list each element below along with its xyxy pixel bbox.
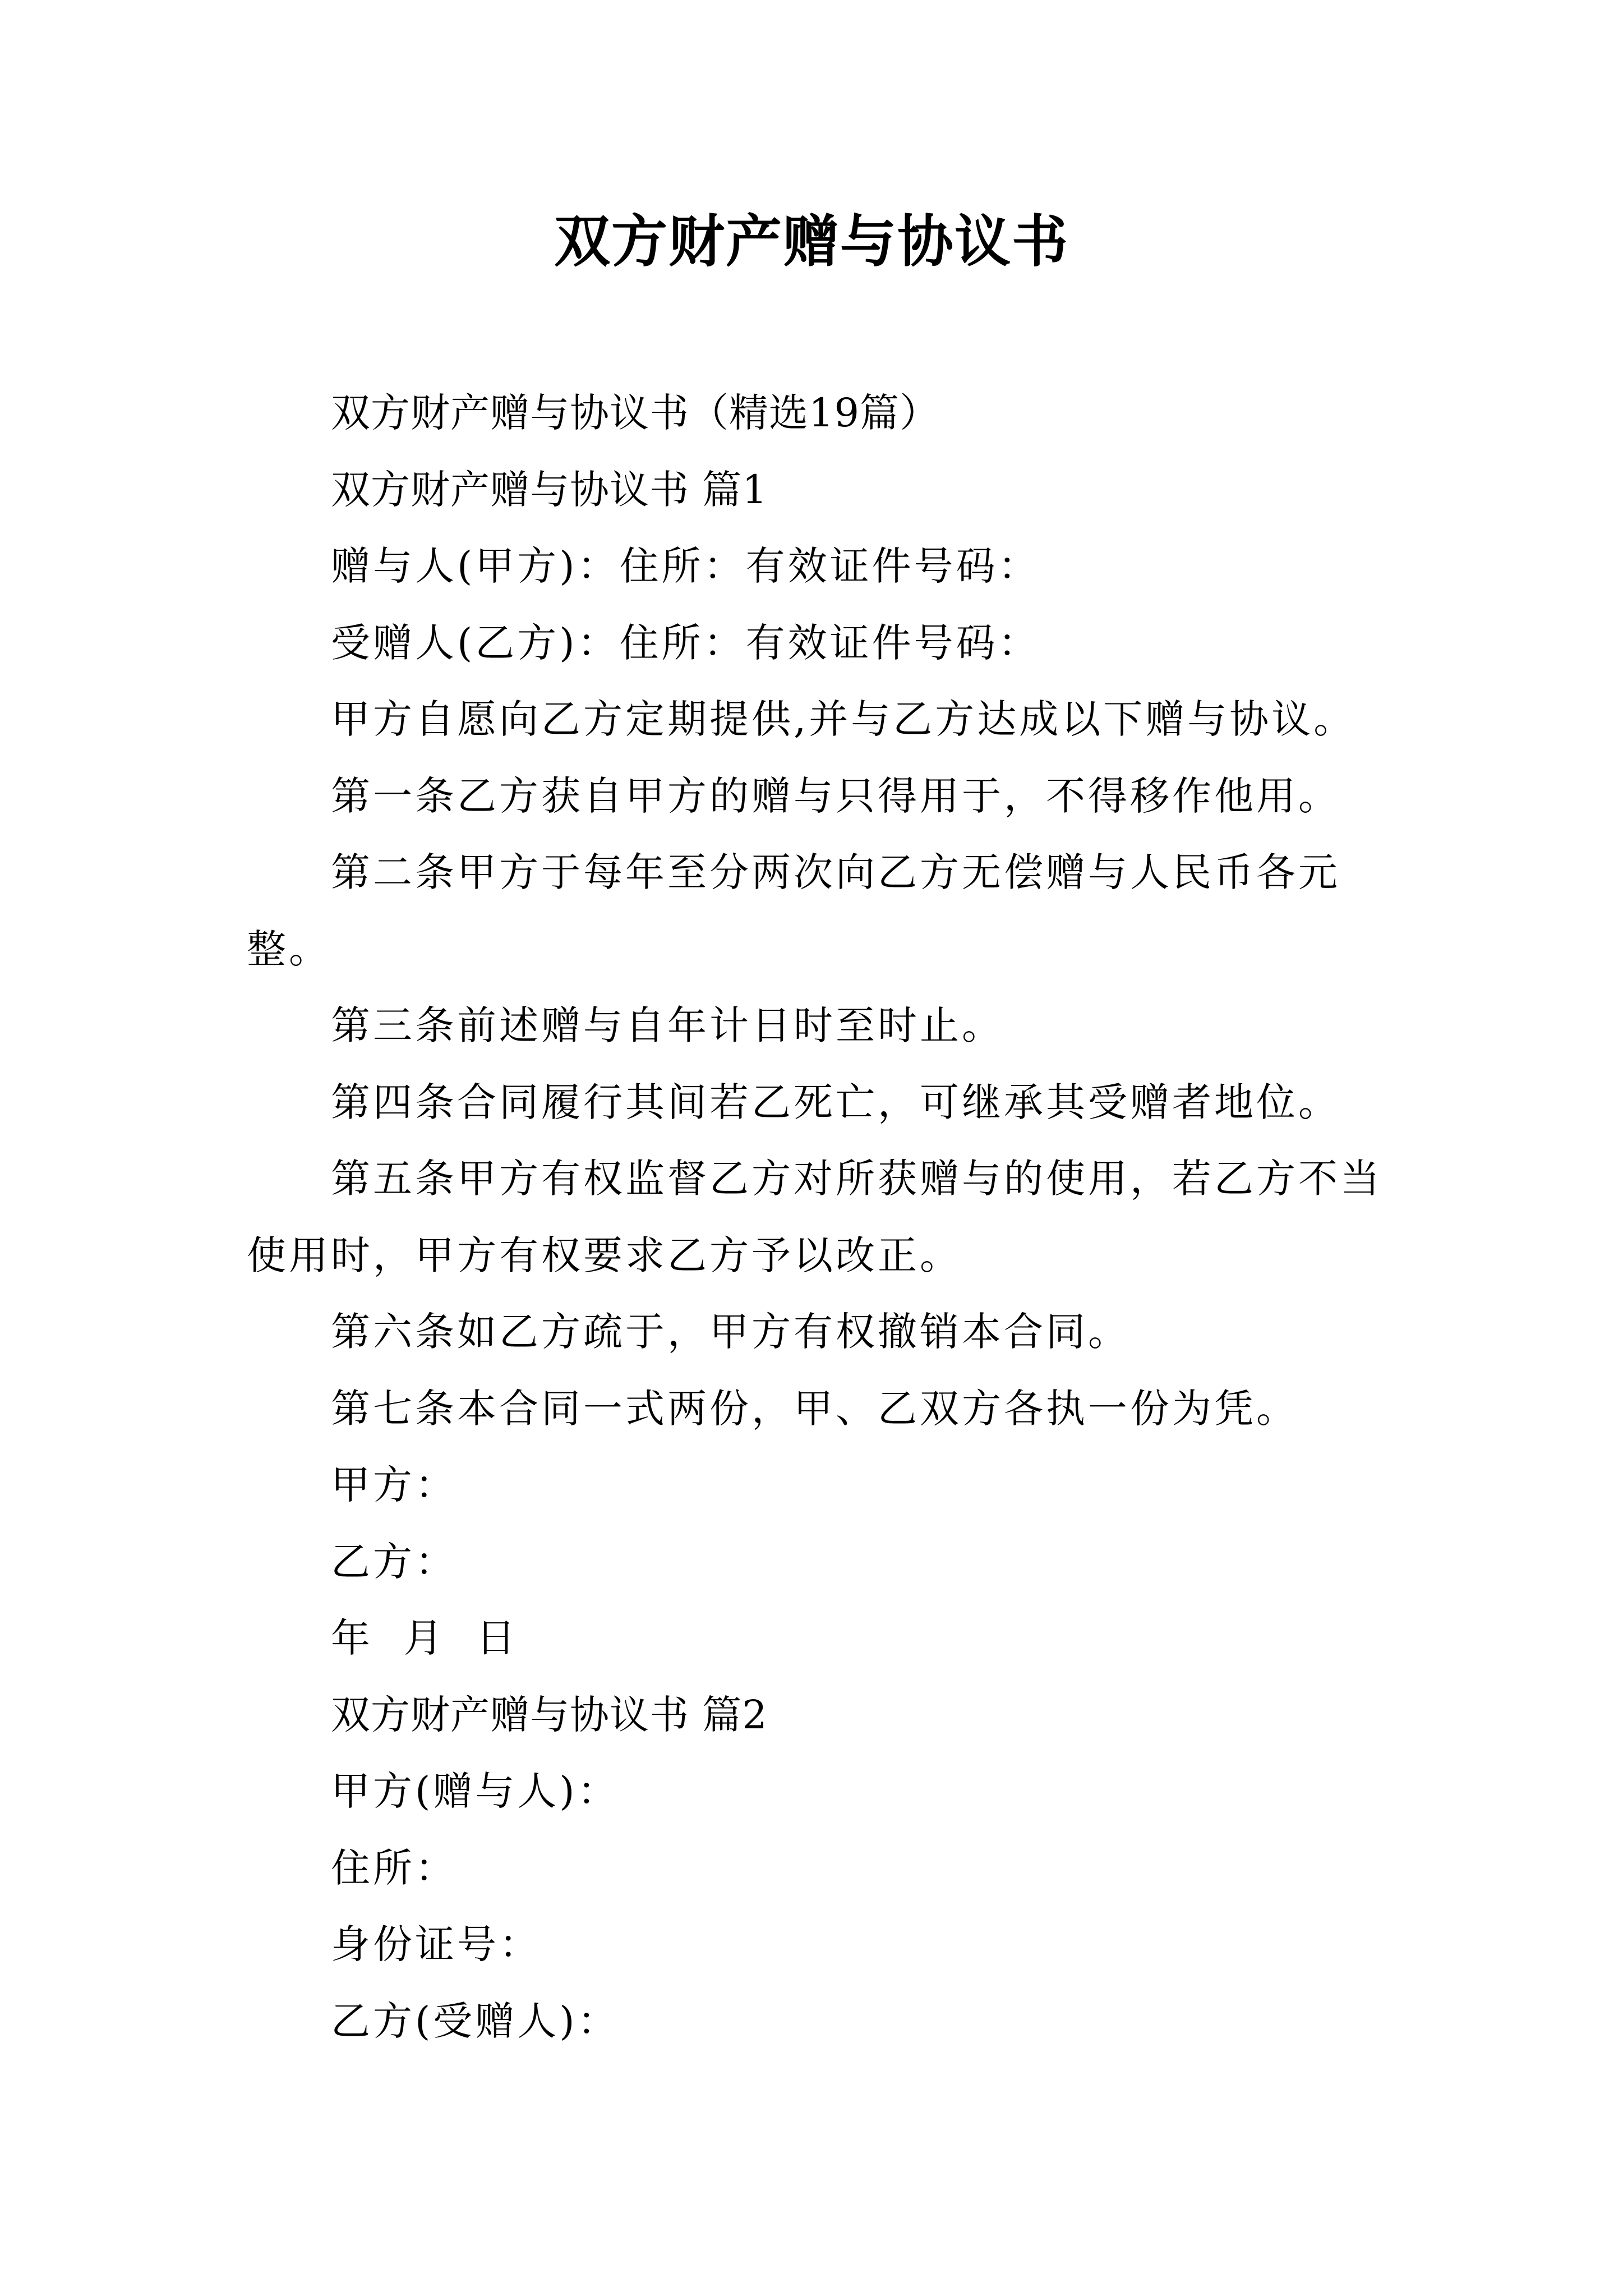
paragraph-article-3: 第三条前述赠与自年计日时至时止。	[331, 1002, 1004, 1048]
paragraph-article-7: 第七条本合同一式两份，甲、乙双方各执一份为凭。	[331, 1385, 1298, 1432]
paragraph-article-2: 第二条甲方于每年至分两次向乙方无偿赠与人民币各元整。	[247, 849, 1340, 972]
paragraph-article-1: 第一条乙方获自甲方的赠与只得用于，不得移作他用。	[331, 772, 1340, 819]
paragraph-id-number: 身份证号：	[331, 1921, 541, 1967]
paragraph-party-a: 甲方(赠与人)：	[331, 1768, 620, 1814]
paragraph-article-5: 第五条甲方有权监督乙方对所获赠与的使用，若乙方不当使用时，甲方有权要求乙方予以改正。	[247, 1156, 1382, 1278]
paragraph-subtitle: 双方财产赠与协议书（精选19篇）	[331, 390, 940, 436]
document-title: 双方财产赠与协议书	[554, 208, 1069, 274]
paragraph-section-heading-1: 双方财产赠与协议书 篇1	[331, 466, 768, 513]
paragraph-party-a-signature: 甲方：	[331, 1462, 457, 1508]
document-body	[247, 375, 1387, 2059]
paragraph-party-b-signature: 乙方：	[331, 1538, 457, 1585]
paragraph-date: 年 月 日	[331, 1615, 519, 1661]
paragraph-donee: 受赠人(乙方)：住所：有效证件号码：	[331, 619, 1040, 666]
paragraph-article-6: 第六条如乙方疏于，甲方有权撤销本合同。	[331, 1309, 1130, 1355]
paragraph-intro: 甲方自愿向乙方定期提供,并与乙方达成以下赠与协议。	[331, 696, 1356, 742]
paragraph-section-heading-2: 双方财产赠与协议书 篇2	[331, 1691, 768, 1738]
paragraph-donor: 赠与人(甲方)：住所：有效证件号码：	[331, 543, 1040, 589]
paragraph-party-b: 乙方(受赠人)：	[331, 1998, 620, 2044]
paragraph-address: 住所：	[331, 1844, 457, 1891]
paragraph-article-4: 第四条合同履行其间若乙死亡，可继承其受赠者地位。	[331, 1079, 1340, 1125]
